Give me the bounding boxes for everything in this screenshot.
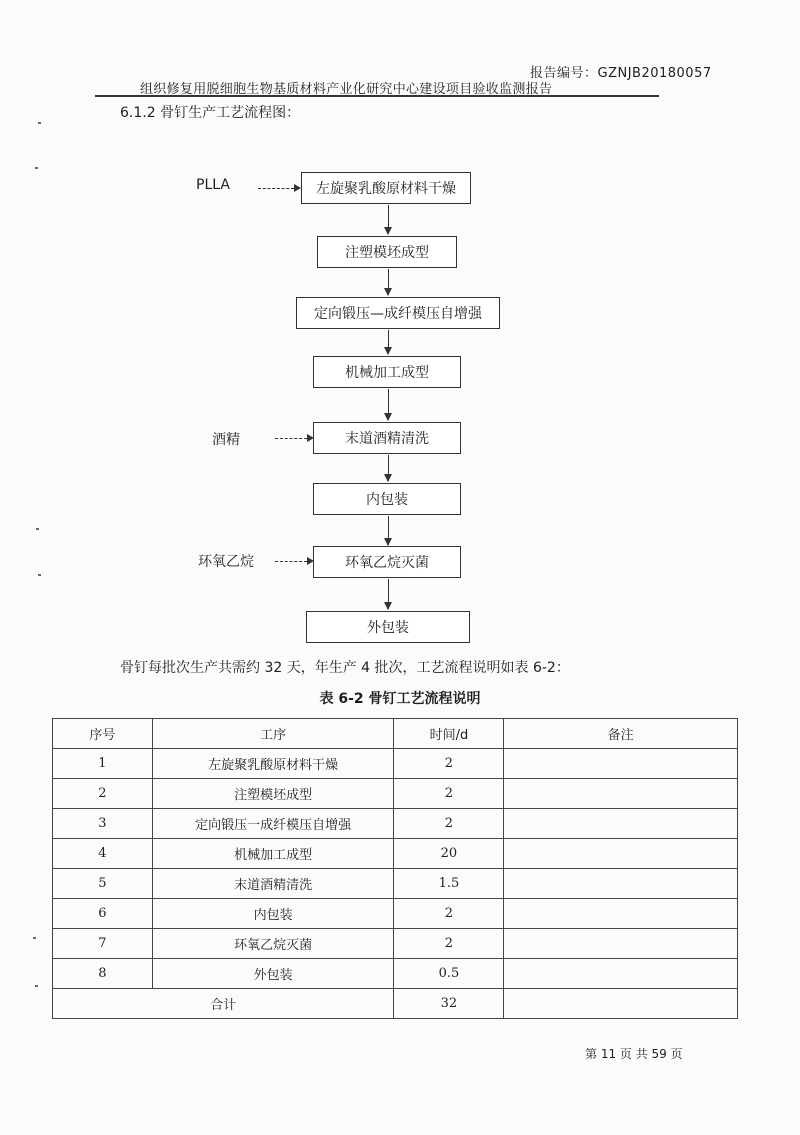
cell-process: 环氧乙烷灭菌 bbox=[152, 929, 394, 959]
flow-arrow bbox=[388, 455, 389, 481]
cell-no: 1 bbox=[53, 749, 153, 779]
header-note: 备注 bbox=[504, 719, 738, 749]
header-rule bbox=[95, 95, 659, 97]
table-row bbox=[53, 899, 738, 929]
table-row bbox=[53, 869, 738, 899]
cell-time: 20 bbox=[394, 839, 504, 869]
cell-no: 8 bbox=[53, 959, 153, 989]
table-row bbox=[53, 749, 738, 779]
cell-total-label: 合计 bbox=[53, 989, 394, 1019]
cell-time: 2 bbox=[394, 929, 504, 959]
input-label-ethylene-oxide: 环氧乙烷 bbox=[198, 554, 254, 570]
cell-no: 5 bbox=[53, 869, 153, 899]
cell-time: 0.5 bbox=[394, 959, 504, 989]
cell-process: 末道酒精清洗 bbox=[152, 869, 394, 899]
cell-note bbox=[504, 899, 738, 929]
cell-note bbox=[504, 869, 738, 899]
paragraph-text: 骨钉每批次生产共需约 32 天，年生产 4 批次，工艺流程说明如表 6-2： bbox=[120, 660, 570, 676]
cell-time: 2 bbox=[394, 809, 504, 839]
table-caption: 表 6-2 骨钉工艺流程说明 bbox=[319, 691, 481, 707]
cell-process: 机械加工成型 bbox=[152, 839, 394, 869]
cell-note bbox=[504, 749, 738, 779]
flow-arrow bbox=[388, 205, 389, 234]
flow-arrow bbox=[388, 389, 389, 420]
flow-step-7: 环氧乙烷灭菌 bbox=[313, 546, 461, 578]
input-label-plla: PLLA bbox=[196, 177, 230, 193]
input-label-alcohol: 酒精 bbox=[212, 432, 240, 448]
cell-no: 3 bbox=[53, 809, 153, 839]
report-number: 报告编号：GZNJB20180057 bbox=[530, 66, 712, 81]
cell-note bbox=[504, 809, 738, 839]
process-table bbox=[52, 718, 738, 1019]
cell-process: 内包装 bbox=[152, 899, 394, 929]
cell-note bbox=[504, 779, 738, 809]
table-row bbox=[53, 839, 738, 869]
cell-no: 7 bbox=[53, 929, 153, 959]
cell-time: 2 bbox=[394, 749, 504, 779]
scan-speck bbox=[33, 937, 36, 939]
scan-speck bbox=[38, 122, 41, 124]
cell-time: 2 bbox=[394, 779, 504, 809]
flow-step-8: 外包装 bbox=[306, 611, 470, 643]
cell-time: 1.5 bbox=[394, 869, 504, 899]
flow-arrow bbox=[388, 579, 389, 609]
cell-note bbox=[504, 929, 738, 959]
table-header-row bbox=[53, 719, 738, 749]
scan-speck bbox=[35, 985, 38, 987]
header-time: 时间/d bbox=[394, 719, 504, 749]
report-header-title: 组织修复用脱细胞生物基质材料产业化研究中心建设项目验收监测报告 bbox=[140, 82, 553, 97]
flow-arrow bbox=[388, 516, 389, 545]
flow-arrow bbox=[388, 330, 389, 354]
cell-no: 4 bbox=[53, 839, 153, 869]
flow-step-2: 注塑模坯成型 bbox=[317, 236, 457, 268]
header-no: 序号 bbox=[53, 719, 153, 749]
cell-no: 2 bbox=[53, 779, 153, 809]
section-heading: 6.1.2 骨钉生产工艺流程图： bbox=[120, 105, 301, 121]
cell-note bbox=[504, 959, 738, 989]
table-row bbox=[53, 929, 738, 959]
input-arrow-alcohol bbox=[275, 438, 307, 439]
cell-process: 外包装 bbox=[152, 959, 394, 989]
flow-step-6: 内包装 bbox=[313, 483, 461, 515]
flow-step-1: 左旋聚乳酸原材料干燥 bbox=[301, 172, 471, 204]
flow-step-5: 末道酒精清洗 bbox=[313, 422, 461, 454]
table-row bbox=[53, 779, 738, 809]
table-row bbox=[53, 959, 738, 989]
cell-process: 左旋聚乳酸原材料干燥 bbox=[152, 749, 394, 779]
input-arrow-ethylene-oxide bbox=[275, 561, 307, 562]
flow-step-3: 定向锻压—成纤模压自增强 bbox=[296, 297, 500, 329]
scan-speck bbox=[36, 528, 39, 530]
cell-time: 2 bbox=[394, 899, 504, 929]
cell-total-note bbox=[504, 989, 738, 1019]
flow-arrow bbox=[388, 269, 389, 295]
scan-speck bbox=[38, 574, 41, 576]
flow-step-4: 机械加工成型 bbox=[313, 356, 461, 388]
table-row bbox=[53, 809, 738, 839]
cell-process: 注塑模坯成型 bbox=[152, 779, 394, 809]
header-process: 工序 bbox=[152, 719, 394, 749]
cell-total-time: 32 bbox=[394, 989, 504, 1019]
page-footer: 第 11 页 共 59 页 bbox=[585, 1047, 683, 1061]
cell-no: 6 bbox=[53, 899, 153, 929]
table-total-row bbox=[53, 989, 738, 1019]
scan-speck bbox=[35, 167, 38, 169]
cell-process: 定向锻压一成纤模压自增强 bbox=[152, 809, 394, 839]
cell-note bbox=[504, 839, 738, 869]
input-arrow-plla bbox=[258, 188, 294, 189]
